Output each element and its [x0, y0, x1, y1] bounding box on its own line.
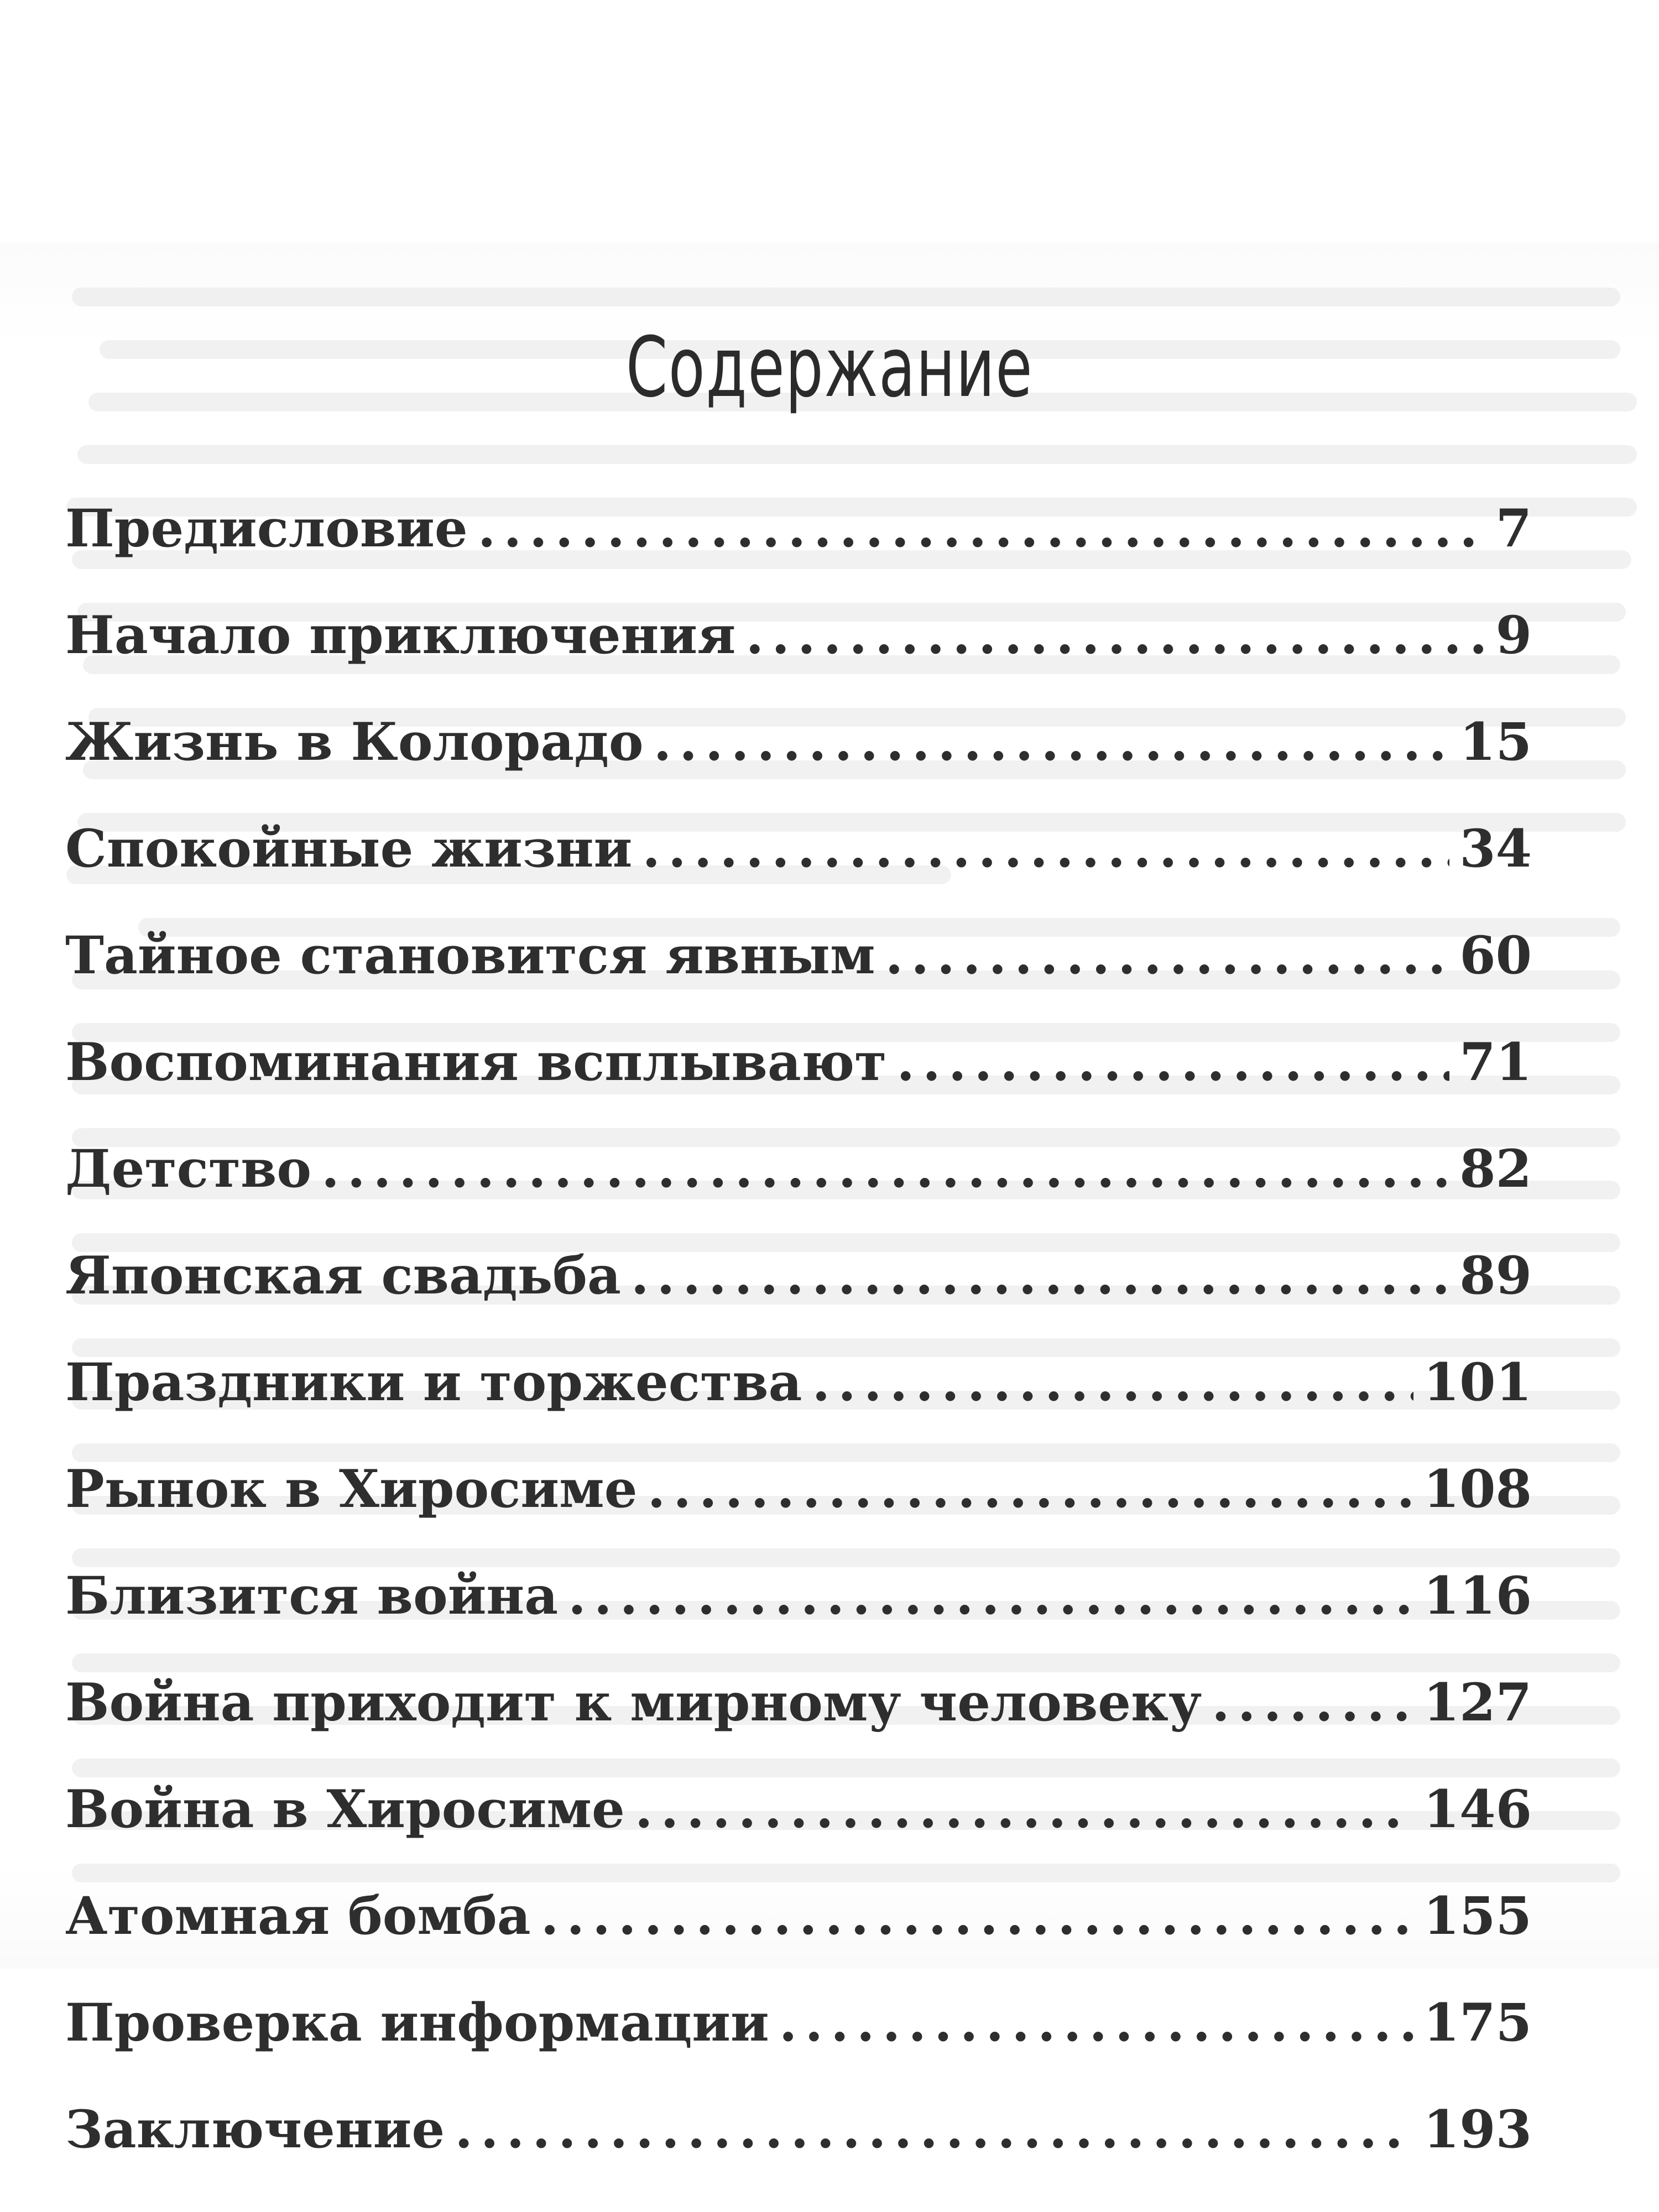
dot-leader	[642, 796, 1449, 902]
toc-entry-label: Японская свадьба	[65, 1245, 621, 1306]
toc-entry-page: 71	[1459, 1032, 1532, 1093]
toc-entry-label: Рынок в Хиросиме	[65, 1459, 638, 1520]
toc-entry-label: Война в Хиросиме	[65, 1779, 625, 1840]
toc-entry-label: Проверка информации	[65, 1992, 769, 2053]
toc-entry	[65, 1650, 1532, 1756]
toc-entry	[65, 582, 1532, 689]
toc-entry-page: 15	[1459, 712, 1532, 773]
dot-leader	[635, 1756, 1413, 1863]
dot-leader	[1212, 1650, 1413, 1756]
dot-leader	[746, 582, 1486, 689]
dot-leader	[455, 2077, 1413, 2183]
table-of-contents	[65, 476, 1532, 2183]
toc-entry-label: Война приходит к мирному человеку	[65, 1672, 1202, 1733]
toc-entry	[65, 2077, 1532, 2183]
dot-leader	[631, 1223, 1449, 1329]
page-title: Содержание	[625, 320, 1034, 416]
toc-entry	[65, 1970, 1532, 2077]
toc-entry	[65, 1863, 1532, 1970]
toc-entry	[65, 1116, 1532, 1223]
toc-entry-page: 34	[1459, 818, 1532, 879]
dot-leader	[812, 1329, 1413, 1436]
toc-entry-label: Тайное становится явным	[65, 925, 875, 986]
toc-entry-page: 9	[1495, 605, 1532, 666]
toc-entry-label: Заключение	[65, 2099, 445, 2160]
toc-entry-label: Жизнь в Колорадо	[65, 712, 644, 773]
dot-leader	[779, 1970, 1413, 2077]
toc-entry-label: Воспоминания всплывают	[65, 1032, 887, 1093]
toc-entry	[65, 902, 1532, 1009]
toc-entry-page: 7	[1495, 498, 1532, 559]
toc-entry-page: 116	[1423, 1566, 1532, 1626]
toc-entry-page: 60	[1459, 925, 1532, 986]
dot-leader	[541, 1863, 1413, 1970]
toc-entry-page: 146	[1423, 1779, 1532, 1840]
toc-entry-label: Детство	[65, 1139, 312, 1199]
toc-entry-page: 175	[1423, 1992, 1532, 2053]
dot-leader	[321, 1116, 1449, 1223]
toc-entry-label: Атомная бомба	[65, 1886, 531, 1947]
toc-entry-page: 82	[1459, 1139, 1532, 1199]
dot-leader	[568, 1543, 1413, 1650]
toc-entry-page: 89	[1459, 1245, 1532, 1306]
toc-entry	[65, 1543, 1532, 1650]
dot-leader	[478, 476, 1486, 582]
toc-entry-label: Праздники и торжества	[65, 1352, 802, 1413]
toc-entry	[65, 476, 1532, 582]
toc-entry-page: 155	[1423, 1886, 1532, 1947]
toc-entry-page: 108	[1423, 1459, 1532, 1520]
dot-leader	[648, 1436, 1413, 1543]
toc-entry-page: 193	[1423, 2099, 1532, 2160]
toc-entry-label: Близится война	[65, 1566, 559, 1626]
toc-entry	[65, 1329, 1532, 1436]
toc-entry	[65, 689, 1532, 796]
dot-leader	[885, 902, 1450, 1009]
toc-entry-label: Начало приключения	[65, 605, 736, 666]
toc-entry	[65, 796, 1532, 902]
toc-entry	[65, 1223, 1532, 1329]
toc-entry-page: 127	[1423, 1672, 1532, 1733]
toc-entry-label: Спокойные жизни	[65, 818, 633, 879]
dot-leader	[896, 1009, 1449, 1116]
toc-entry-label: Предисловие	[65, 498, 468, 559]
toc-entry	[65, 1756, 1532, 1863]
toc-entry	[65, 1436, 1532, 1543]
toc-entry	[65, 1009, 1532, 1116]
dot-leader	[654, 689, 1450, 796]
toc-entry-page: 101	[1423, 1352, 1532, 1413]
